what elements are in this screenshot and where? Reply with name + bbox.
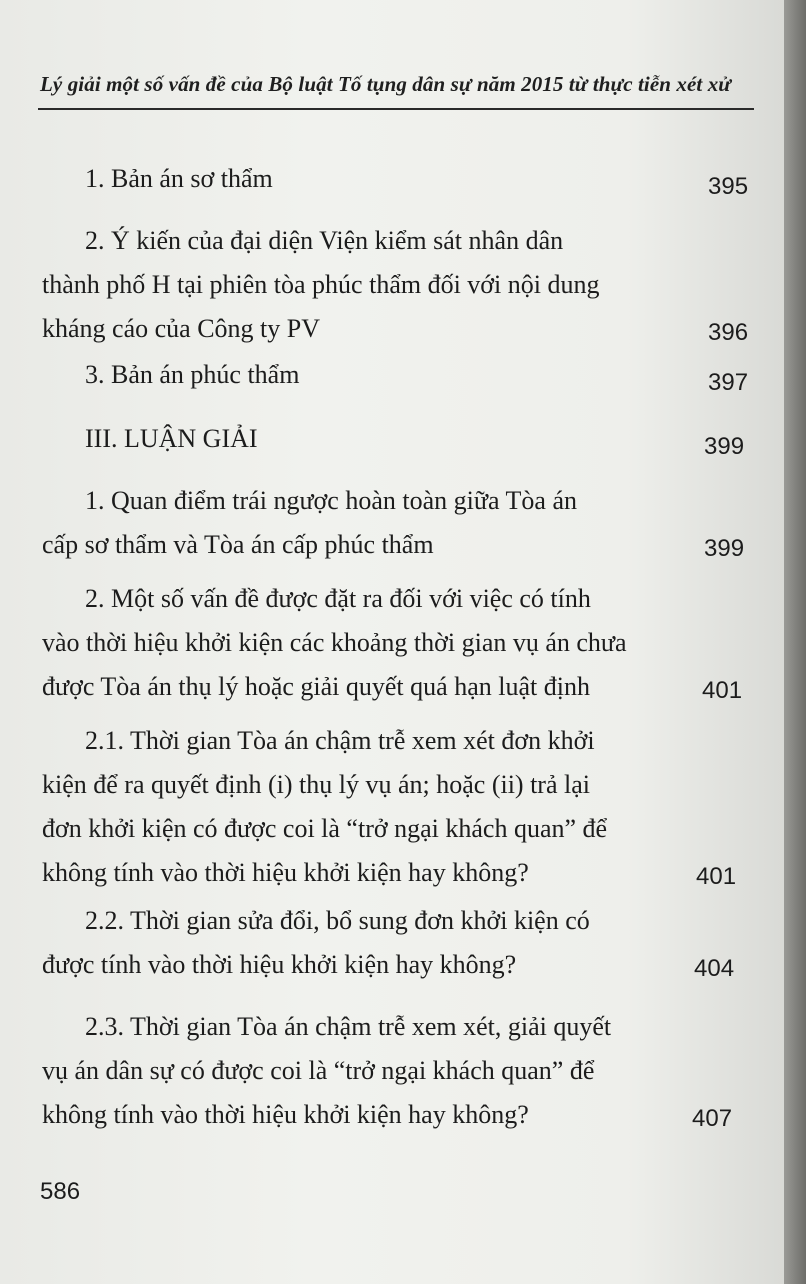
toc-entry-line: được tính vào thời hiệu khởi kiện hay không? — [42, 950, 517, 979]
toc-entry-line: vụ án dân sự có được coi là “trở ngại khách quan” để — [42, 1056, 595, 1085]
running-header: Lý giải một số vấn đề của Bộ luật Tố tụng dân sự năm 2015 từ thực tiễn xét xử — [40, 72, 731, 96]
toc-entry-line: 3. Bản án phúc thẩm — [85, 360, 300, 389]
toc-entry-line: 2.1. Thời gian Tòa án chậm trễ xem xét đơn khởi — [85, 726, 595, 755]
toc-page-number: 399 — [704, 535, 745, 562]
toc-entry-line: III. LUẬN GIẢI — [85, 424, 258, 453]
toc-entry-line: được Tòa án thụ lý hoặc giải quyết quá hạn luật định — [42, 672, 590, 701]
toc-entry-line: không tính vào thời hiệu khởi kiện hay không? — [42, 1100, 529, 1129]
page-number: 586 — [40, 1178, 81, 1205]
toc-entry-line: kiện để ra quyết định (i) thụ lý vụ án; hoặc (ii) trả lại — [42, 770, 590, 799]
toc-entry-line: cấp sơ thẩm và Tòa án cấp phúc thẩm — [42, 530, 434, 559]
toc-page-number: 396 — [708, 319, 749, 346]
toc-entry-line: đơn khởi kiện có được coi là “trở ngại khách quan” để — [42, 814, 608, 843]
toc-page-number: 395 — [708, 173, 749, 200]
toc-entry-line: 2. Một số vấn đề được đặt ra đối với việc có tính — [85, 584, 591, 613]
toc-entry-line: 2. Ý kiến của đại diện Viện kiểm sát nhân dân — [85, 226, 564, 255]
toc-page-number: 401 — [702, 677, 743, 704]
toc-page-number: 404 — [694, 955, 735, 982]
toc-page-number: 399 — [704, 433, 745, 460]
toc-entry-line: 2.2. Thời gian sửa đổi, bổ sung đơn khởi kiện có — [85, 906, 590, 935]
toc-page-number: 407 — [692, 1105, 733, 1132]
toc-page-number: 401 — [696, 863, 737, 890]
toc-entry-line: 1. Quan điểm trái ngược hoàn toàn giữa Tòa án — [85, 486, 577, 515]
toc-entry-line: thành phố H tại phiên tòa phúc thẩm đối với nội dung — [42, 270, 600, 299]
toc-entry-line: không tính vào thời hiệu khởi kiện hay không? — [42, 858, 529, 887]
header-rule — [38, 108, 754, 110]
toc-entry-line: 2.3. Thời gian Tòa án chậm trễ xem xét, giải quyết — [85, 1012, 612, 1041]
toc-entry-line: vào thời hiệu khởi kiện các khoảng thời gian vụ án chưa — [42, 628, 627, 657]
page-edge-shadow — [784, 0, 806, 1284]
toc-page-number: 397 — [708, 369, 749, 396]
toc-entry-line: 1. Bản án sơ thẩm — [85, 164, 273, 193]
toc-entry-line: kháng cáo của Công ty PV — [42, 314, 321, 343]
